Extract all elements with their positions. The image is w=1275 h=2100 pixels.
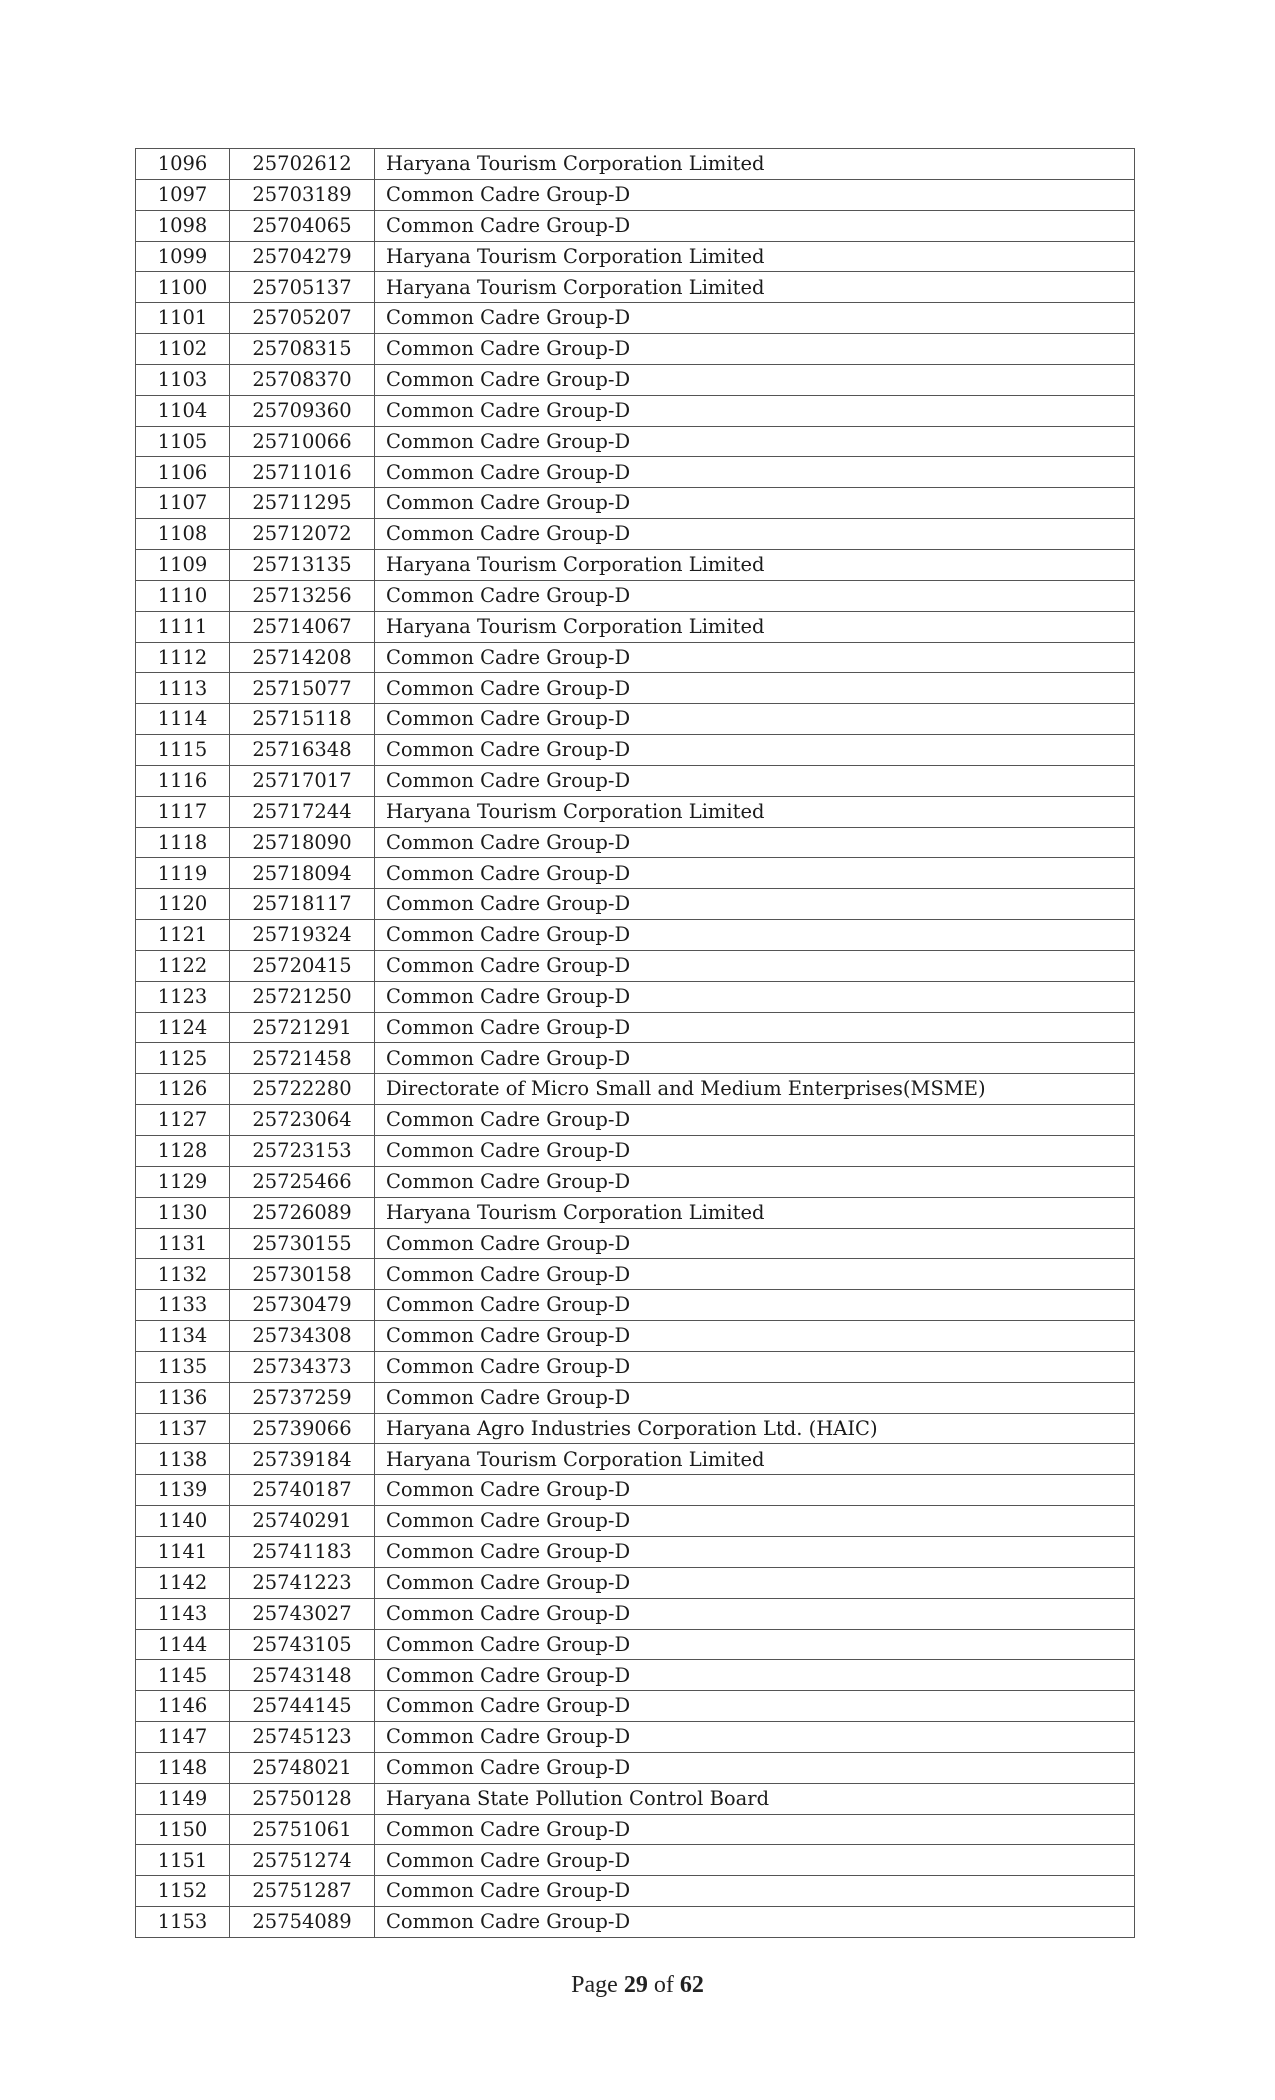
- roll-number-cell: 25702612: [230, 149, 375, 180]
- roll-number-cell: 25734308: [230, 1321, 375, 1352]
- roll-number-cell: 25713256: [230, 580, 375, 611]
- roll-number-cell: 25740291: [230, 1506, 375, 1537]
- department-cell: Common Cadre Group-D: [375, 950, 1135, 981]
- department-cell: Common Cadre Group-D: [375, 395, 1135, 426]
- department-cell: Common Cadre Group-D: [375, 1722, 1135, 1753]
- department-cell: Haryana Tourism Corporation Limited: [375, 796, 1135, 827]
- department-cell: Common Cadre Group-D: [375, 1228, 1135, 1259]
- table-row: [136, 827, 1135, 858]
- department-cell: Common Cadre Group-D: [375, 642, 1135, 673]
- table-row: [136, 303, 1135, 334]
- roll-number-cell: 25751061: [230, 1814, 375, 1845]
- page-label: Page: [571, 1972, 618, 1998]
- department-cell: Common Cadre Group-D: [375, 519, 1135, 550]
- serial-number-cell: 1127: [136, 1105, 230, 1136]
- department-cell: Common Cadre Group-D: [375, 210, 1135, 241]
- department-cell: Common Cadre Group-D: [375, 1660, 1135, 1691]
- table-row: [136, 1567, 1135, 1598]
- roll-number-cell: 25713135: [230, 549, 375, 580]
- table-row: [136, 611, 1135, 642]
- table-row: [136, 735, 1135, 766]
- serial-number-cell: 1141: [136, 1536, 230, 1567]
- serial-number-cell: 1139: [136, 1475, 230, 1506]
- roll-number-cell: 25723064: [230, 1105, 375, 1136]
- department-cell: Haryana Tourism Corporation Limited: [375, 241, 1135, 272]
- serial-number-cell: 1153: [136, 1907, 230, 1938]
- serial-number-cell: 1147: [136, 1722, 230, 1753]
- serial-number-cell: 1116: [136, 765, 230, 796]
- roll-number-cell: 25740187: [230, 1475, 375, 1506]
- table-row: [136, 1629, 1135, 1660]
- department-cell: Haryana State Pollution Control Board: [375, 1783, 1135, 1814]
- serial-number-cell: 1101: [136, 303, 230, 334]
- serial-number-cell: 1136: [136, 1382, 230, 1413]
- table-row: [136, 364, 1135, 395]
- department-cell: Common Cadre Group-D: [375, 1382, 1135, 1413]
- department-cell: Common Cadre Group-D: [375, 920, 1135, 951]
- department-cell: Common Cadre Group-D: [375, 303, 1135, 334]
- serial-number-cell: 1097: [136, 179, 230, 210]
- table-row: [136, 1783, 1135, 1814]
- page-number: 29: [623, 1972, 648, 1998]
- table-row: [136, 920, 1135, 951]
- table-row: [136, 519, 1135, 550]
- serial-number-cell: 1134: [136, 1321, 230, 1352]
- table-row: [136, 1074, 1135, 1105]
- table-row: [136, 488, 1135, 519]
- table-row: [136, 1506, 1135, 1537]
- roll-number-cell: 25718117: [230, 889, 375, 920]
- department-cell: Common Cadre Group-D: [375, 179, 1135, 210]
- department-cell: Common Cadre Group-D: [375, 1907, 1135, 1938]
- serial-number-cell: 1098: [136, 210, 230, 241]
- serial-number-cell: 1135: [136, 1351, 230, 1382]
- table-row: [136, 1351, 1135, 1382]
- department-cell: Common Cadre Group-D: [375, 1351, 1135, 1382]
- department-cell: Common Cadre Group-D: [375, 1506, 1135, 1537]
- department-cell: Common Cadre Group-D: [375, 1136, 1135, 1167]
- roll-number-cell: 25730479: [230, 1290, 375, 1321]
- roll-number-cell: 25711295: [230, 488, 375, 519]
- department-cell: Common Cadre Group-D: [375, 889, 1135, 920]
- department-cell: Haryana Tourism Corporation Limited: [375, 611, 1135, 642]
- table-row: [136, 1691, 1135, 1722]
- serial-number-cell: 1117: [136, 796, 230, 827]
- department-cell: Common Cadre Group-D: [375, 1536, 1135, 1567]
- roll-number-cell: 25708315: [230, 334, 375, 365]
- roll-number-cell: 25751287: [230, 1876, 375, 1907]
- roll-number-cell: 25712072: [230, 519, 375, 550]
- department-cell: Common Cadre Group-D: [375, 364, 1135, 395]
- serial-number-cell: 1119: [136, 858, 230, 889]
- roll-number-cell: 25743148: [230, 1660, 375, 1691]
- table-row: [136, 272, 1135, 303]
- table-row: [136, 549, 1135, 580]
- table-row: [136, 334, 1135, 365]
- department-cell: Haryana Tourism Corporation Limited: [375, 272, 1135, 303]
- serial-number-cell: 1108: [136, 519, 230, 550]
- department-cell: Common Cadre Group-D: [375, 457, 1135, 488]
- serial-number-cell: 1115: [136, 735, 230, 766]
- table-row: [136, 1259, 1135, 1290]
- roll-number-cell: 25704279: [230, 241, 375, 272]
- department-cell: Common Cadre Group-D: [375, 827, 1135, 858]
- serial-number-cell: 1113: [136, 673, 230, 704]
- table-row: [136, 1197, 1135, 1228]
- roll-number-cell: 25744145: [230, 1691, 375, 1722]
- department-cell: Common Cadre Group-D: [375, 426, 1135, 457]
- department-cell: Common Cadre Group-D: [375, 1012, 1135, 1043]
- roll-number-cell: 25730155: [230, 1228, 375, 1259]
- roll-number-cell: 25741183: [230, 1536, 375, 1567]
- roll-number-cell: 25720415: [230, 950, 375, 981]
- table-row: [136, 765, 1135, 796]
- department-cell: Haryana Tourism Corporation Limited: [375, 549, 1135, 580]
- serial-number-cell: 1123: [136, 981, 230, 1012]
- department-cell: Common Cadre Group-D: [375, 1629, 1135, 1660]
- serial-number-cell: 1121: [136, 920, 230, 951]
- roll-number-cell: 25721250: [230, 981, 375, 1012]
- roll-number-cell: 25718090: [230, 827, 375, 858]
- table-row: [136, 1660, 1135, 1691]
- roll-number-cell: 25743105: [230, 1629, 375, 1660]
- roll-number-cell: 25722280: [230, 1074, 375, 1105]
- serial-number-cell: 1105: [136, 426, 230, 457]
- table-row: [136, 1444, 1135, 1475]
- serial-number-cell: 1102: [136, 334, 230, 365]
- serial-number-cell: 1151: [136, 1845, 230, 1876]
- table-row: [136, 1321, 1135, 1352]
- serial-number-cell: 1124: [136, 1012, 230, 1043]
- serial-number-cell: 1140: [136, 1506, 230, 1537]
- roll-number-cell: 25734373: [230, 1351, 375, 1382]
- table-row: [136, 580, 1135, 611]
- serial-number-cell: 1100: [136, 272, 230, 303]
- department-cell: Haryana Tourism Corporation Limited: [375, 1197, 1135, 1228]
- table-row: [136, 1876, 1135, 1907]
- roll-number-cell: 25751274: [230, 1845, 375, 1876]
- serial-number-cell: 1148: [136, 1752, 230, 1783]
- serial-number-cell: 1096: [136, 149, 230, 180]
- roll-number-cell: 25721458: [230, 1043, 375, 1074]
- roll-number-cell: 25710066: [230, 426, 375, 457]
- roll-number-cell: 25717244: [230, 796, 375, 827]
- roll-number-cell: 25721291: [230, 1012, 375, 1043]
- roll-number-cell: 25741223: [230, 1567, 375, 1598]
- serial-number-cell: 1103: [136, 364, 230, 395]
- serial-number-cell: 1144: [136, 1629, 230, 1660]
- serial-number-cell: 1131: [136, 1228, 230, 1259]
- serial-number-cell: 1138: [136, 1444, 230, 1475]
- table-row: [136, 1290, 1135, 1321]
- department-cell: Common Cadre Group-D: [375, 673, 1135, 704]
- table-row: [136, 149, 1135, 180]
- serial-number-cell: 1145: [136, 1660, 230, 1691]
- table-row: [136, 1382, 1135, 1413]
- roll-number-cell: 25739066: [230, 1413, 375, 1444]
- department-cell: Directorate of Micro Small and Medium Enterprises(MSME): [375, 1074, 1135, 1105]
- table-row: [136, 241, 1135, 272]
- roll-number-cell: 25705207: [230, 303, 375, 334]
- department-cell: Common Cadre Group-D: [375, 1845, 1135, 1876]
- table-row: [136, 1722, 1135, 1753]
- table-row: [136, 395, 1135, 426]
- roll-number-cell: 25737259: [230, 1382, 375, 1413]
- table-row: [136, 1598, 1135, 1629]
- roll-number-cell: 25709360: [230, 395, 375, 426]
- table-row: [136, 673, 1135, 704]
- table-row: [136, 642, 1135, 673]
- department-cell: Common Cadre Group-D: [375, 735, 1135, 766]
- table-row: [136, 1413, 1135, 1444]
- table-row: [136, 1536, 1135, 1567]
- department-cell: Common Cadre Group-D: [375, 488, 1135, 519]
- roll-number-cell: 25743027: [230, 1598, 375, 1629]
- table-row: [136, 704, 1135, 735]
- serial-number-cell: 1129: [136, 1166, 230, 1197]
- table-row: [136, 1907, 1135, 1938]
- page-of-label: of: [653, 1972, 674, 1998]
- roll-number-cell: 25717017: [230, 765, 375, 796]
- serial-number-cell: 1109: [136, 549, 230, 580]
- serial-number-cell: 1142: [136, 1567, 230, 1598]
- department-cell: Common Cadre Group-D: [375, 1290, 1135, 1321]
- table-row: [136, 1845, 1135, 1876]
- table-row: [136, 1166, 1135, 1197]
- results-table: [135, 148, 1135, 1938]
- department-cell: Common Cadre Group-D: [375, 1321, 1135, 1352]
- table-row: [136, 1752, 1135, 1783]
- department-cell: Common Cadre Group-D: [375, 1598, 1135, 1629]
- roll-number-cell: 25754089: [230, 1907, 375, 1938]
- roll-number-cell: 25719324: [230, 920, 375, 951]
- department-cell: Common Cadre Group-D: [375, 981, 1135, 1012]
- roll-number-cell: 25704065: [230, 210, 375, 241]
- table-row: [136, 1475, 1135, 1506]
- table-row: [136, 179, 1135, 210]
- roll-number-cell: 25725466: [230, 1166, 375, 1197]
- department-cell: Common Cadre Group-D: [375, 1752, 1135, 1783]
- serial-number-cell: 1120: [136, 889, 230, 920]
- serial-number-cell: 1133: [136, 1290, 230, 1321]
- roll-number-cell: 25715077: [230, 673, 375, 704]
- department-cell: Haryana Tourism Corporation Limited: [375, 1444, 1135, 1475]
- department-cell: Common Cadre Group-D: [375, 1475, 1135, 1506]
- department-cell: Common Cadre Group-D: [375, 580, 1135, 611]
- serial-number-cell: 1106: [136, 457, 230, 488]
- serial-number-cell: 1104: [136, 395, 230, 426]
- department-cell: Common Cadre Group-D: [375, 1691, 1135, 1722]
- roll-number-cell: 25726089: [230, 1197, 375, 1228]
- serial-number-cell: 1126: [136, 1074, 230, 1105]
- table-row: [136, 950, 1135, 981]
- department-cell: Haryana Tourism Corporation Limited: [375, 149, 1135, 180]
- roll-number-cell: 25750128: [230, 1783, 375, 1814]
- serial-number-cell: 1149: [136, 1783, 230, 1814]
- serial-number-cell: 1128: [136, 1136, 230, 1167]
- department-cell: Common Cadre Group-D: [375, 1043, 1135, 1074]
- serial-number-cell: 1143: [136, 1598, 230, 1629]
- serial-number-cell: 1137: [136, 1413, 230, 1444]
- serial-number-cell: 1132: [136, 1259, 230, 1290]
- roll-number-cell: 25711016: [230, 457, 375, 488]
- serial-number-cell: 1152: [136, 1876, 230, 1907]
- roll-number-cell: 25730158: [230, 1259, 375, 1290]
- roll-number-cell: 25716348: [230, 735, 375, 766]
- table-row: [136, 457, 1135, 488]
- serial-number-cell: 1130: [136, 1197, 230, 1228]
- serial-number-cell: 1122: [136, 950, 230, 981]
- department-cell: Common Cadre Group-D: [375, 704, 1135, 735]
- roll-number-cell: 25739184: [230, 1444, 375, 1475]
- roll-number-cell: 25718094: [230, 858, 375, 889]
- serial-number-cell: 1146: [136, 1691, 230, 1722]
- table-row: [136, 889, 1135, 920]
- department-cell: Common Cadre Group-D: [375, 1105, 1135, 1136]
- department-cell: Common Cadre Group-D: [375, 334, 1135, 365]
- table-row: [136, 1043, 1135, 1074]
- table-row: [136, 981, 1135, 1012]
- table-row: [136, 1136, 1135, 1167]
- table-row: [136, 1228, 1135, 1259]
- page-total: 62: [679, 1972, 704, 1998]
- department-cell: Haryana Agro Industries Corporation Ltd. (HAIC): [375, 1413, 1135, 1444]
- department-cell: Common Cadre Group-D: [375, 1876, 1135, 1907]
- serial-number-cell: 1118: [136, 827, 230, 858]
- roll-number-cell: 25745123: [230, 1722, 375, 1753]
- serial-number-cell: 1099: [136, 241, 230, 272]
- roll-number-cell: 25715118: [230, 704, 375, 735]
- serial-number-cell: 1125: [136, 1043, 230, 1074]
- roll-number-cell: 25703189: [230, 179, 375, 210]
- table-row: [136, 1814, 1135, 1845]
- serial-number-cell: 1114: [136, 704, 230, 735]
- roll-number-cell: 25714208: [230, 642, 375, 673]
- roll-number-cell: 25708370: [230, 364, 375, 395]
- department-cell: Common Cadre Group-D: [375, 858, 1135, 889]
- table-row: [136, 426, 1135, 457]
- table-row: [136, 796, 1135, 827]
- department-cell: Common Cadre Group-D: [375, 1567, 1135, 1598]
- roll-number-cell: 25714067: [230, 611, 375, 642]
- department-cell: Common Cadre Group-D: [375, 1814, 1135, 1845]
- table-row: [136, 1012, 1135, 1043]
- serial-number-cell: 1150: [136, 1814, 230, 1845]
- department-cell: Common Cadre Group-D: [375, 1166, 1135, 1197]
- department-cell: Common Cadre Group-D: [375, 765, 1135, 796]
- table-body: [136, 149, 1135, 1938]
- serial-number-cell: 1112: [136, 642, 230, 673]
- roll-number-cell: 25723153: [230, 1136, 375, 1167]
- serial-number-cell: 1107: [136, 488, 230, 519]
- page-footer: [0, 1972, 1275, 1999]
- roll-number-cell: 25705137: [230, 272, 375, 303]
- serial-number-cell: 1110: [136, 580, 230, 611]
- department-cell: Common Cadre Group-D: [375, 1259, 1135, 1290]
- table-row: [136, 858, 1135, 889]
- table-row: [136, 210, 1135, 241]
- serial-number-cell: 1111: [136, 611, 230, 642]
- roll-number-cell: 25748021: [230, 1752, 375, 1783]
- table-row: [136, 1105, 1135, 1136]
